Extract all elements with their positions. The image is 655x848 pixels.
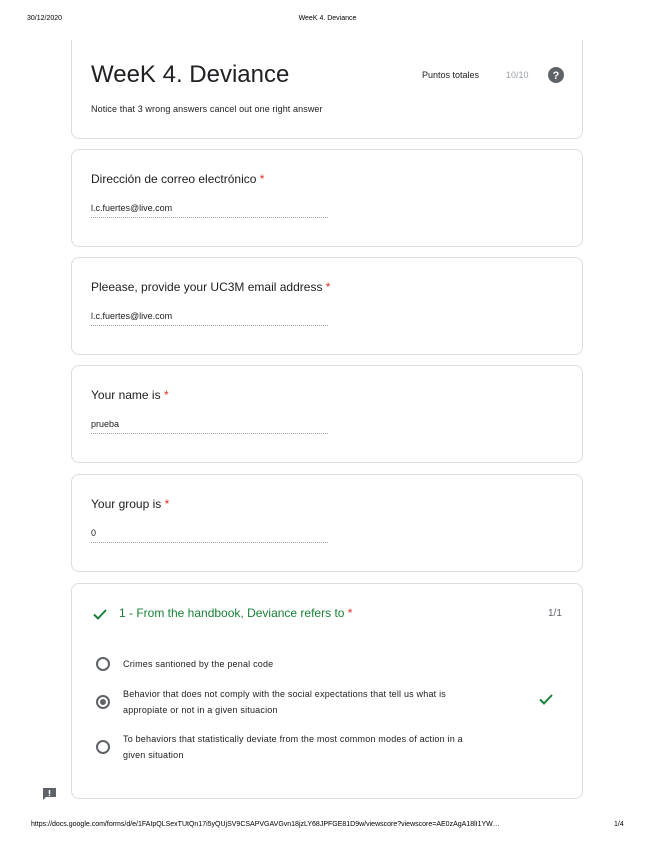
print-header xyxy=(0,15,655,27)
option-line: Crimes santioned by the penal code xyxy=(123,659,274,669)
option-text xyxy=(123,656,273,672)
question-card-name xyxy=(71,365,583,463)
answer-field[interactable]: l.c.fuertes@live.com xyxy=(91,311,328,326)
form-description: Notice that 3 wrong answers cancel out one right answer xyxy=(91,104,323,114)
form-title: WeeK 4. Deviance xyxy=(91,61,290,88)
question-title-text: Pleease, provide your UC3M email address xyxy=(91,280,323,294)
score-value: 10/10 xyxy=(506,70,529,80)
question-title-text: Dirección de correo electrónico xyxy=(91,172,257,186)
question-title xyxy=(91,280,330,294)
option-text xyxy=(123,686,446,718)
help-icon[interactable] xyxy=(548,67,564,83)
required-marker: * xyxy=(347,606,353,620)
print-url: https://docs.google.com/forms/d/e/1FAIpQLSexTUtQn17i5yQUjSV9CSAPVGAVGvn18jzLY68JPFGE81D9w/viewscore?viewscore=AE0zAgA18lI1YW… xyxy=(31,821,500,828)
svg-text:?: ? xyxy=(552,70,560,82)
quiz-question-title-text: 1 - From the handbook, Deviance refers to xyxy=(119,606,345,620)
option-line: Behavior that does not comply with the social expectations that tell us what is xyxy=(123,689,446,699)
option-behavior[interactable] xyxy=(96,686,566,720)
required-marker: * xyxy=(164,497,170,511)
form-header-card xyxy=(71,40,583,139)
radio-button[interactable] xyxy=(96,657,110,671)
option-line: given situation xyxy=(123,750,184,760)
option-statistical[interactable] xyxy=(96,731,566,765)
option-crimes[interactable] xyxy=(96,656,566,674)
answer-field[interactable]: 0 xyxy=(91,528,328,543)
question-title xyxy=(91,497,169,511)
quiz-question-title xyxy=(119,606,352,620)
option-line: appropiate or not in a given situacion xyxy=(123,705,278,715)
print-page-number: 1/4 xyxy=(614,821,624,828)
question-title-text: Your group is xyxy=(91,497,162,511)
check-icon xyxy=(92,606,108,622)
answer-field[interactable]: prueba xyxy=(91,419,328,434)
question-card-uc3m-email xyxy=(71,257,583,355)
print-date: 30/12/2020 xyxy=(27,15,63,22)
required-marker: * xyxy=(163,388,169,402)
required-marker: * xyxy=(259,172,265,186)
radio-button[interactable] xyxy=(96,740,110,754)
question-title-text: Your name is xyxy=(91,388,161,402)
score-label: Puntos totales xyxy=(422,70,480,80)
quiz-question-card xyxy=(71,583,583,799)
answer-field[interactable]: l.c.fuertes@live.com xyxy=(91,203,328,218)
required-marker: * xyxy=(325,280,331,294)
feedback-icon[interactable] xyxy=(42,787,57,801)
question-title xyxy=(91,388,169,402)
print-footer xyxy=(0,821,655,833)
check-icon xyxy=(538,691,554,707)
question-points: 1/1 xyxy=(548,608,562,619)
question-card-email xyxy=(71,149,583,247)
option-text xyxy=(123,731,463,763)
print-doc-title: WeeK 4. Deviance xyxy=(298,15,357,22)
radio-button-selected[interactable] xyxy=(96,695,110,709)
question-card-group xyxy=(71,474,583,572)
question-title xyxy=(91,172,264,186)
option-line: To behaviors that statistically deviate from the most common modes of action in a xyxy=(123,734,463,744)
